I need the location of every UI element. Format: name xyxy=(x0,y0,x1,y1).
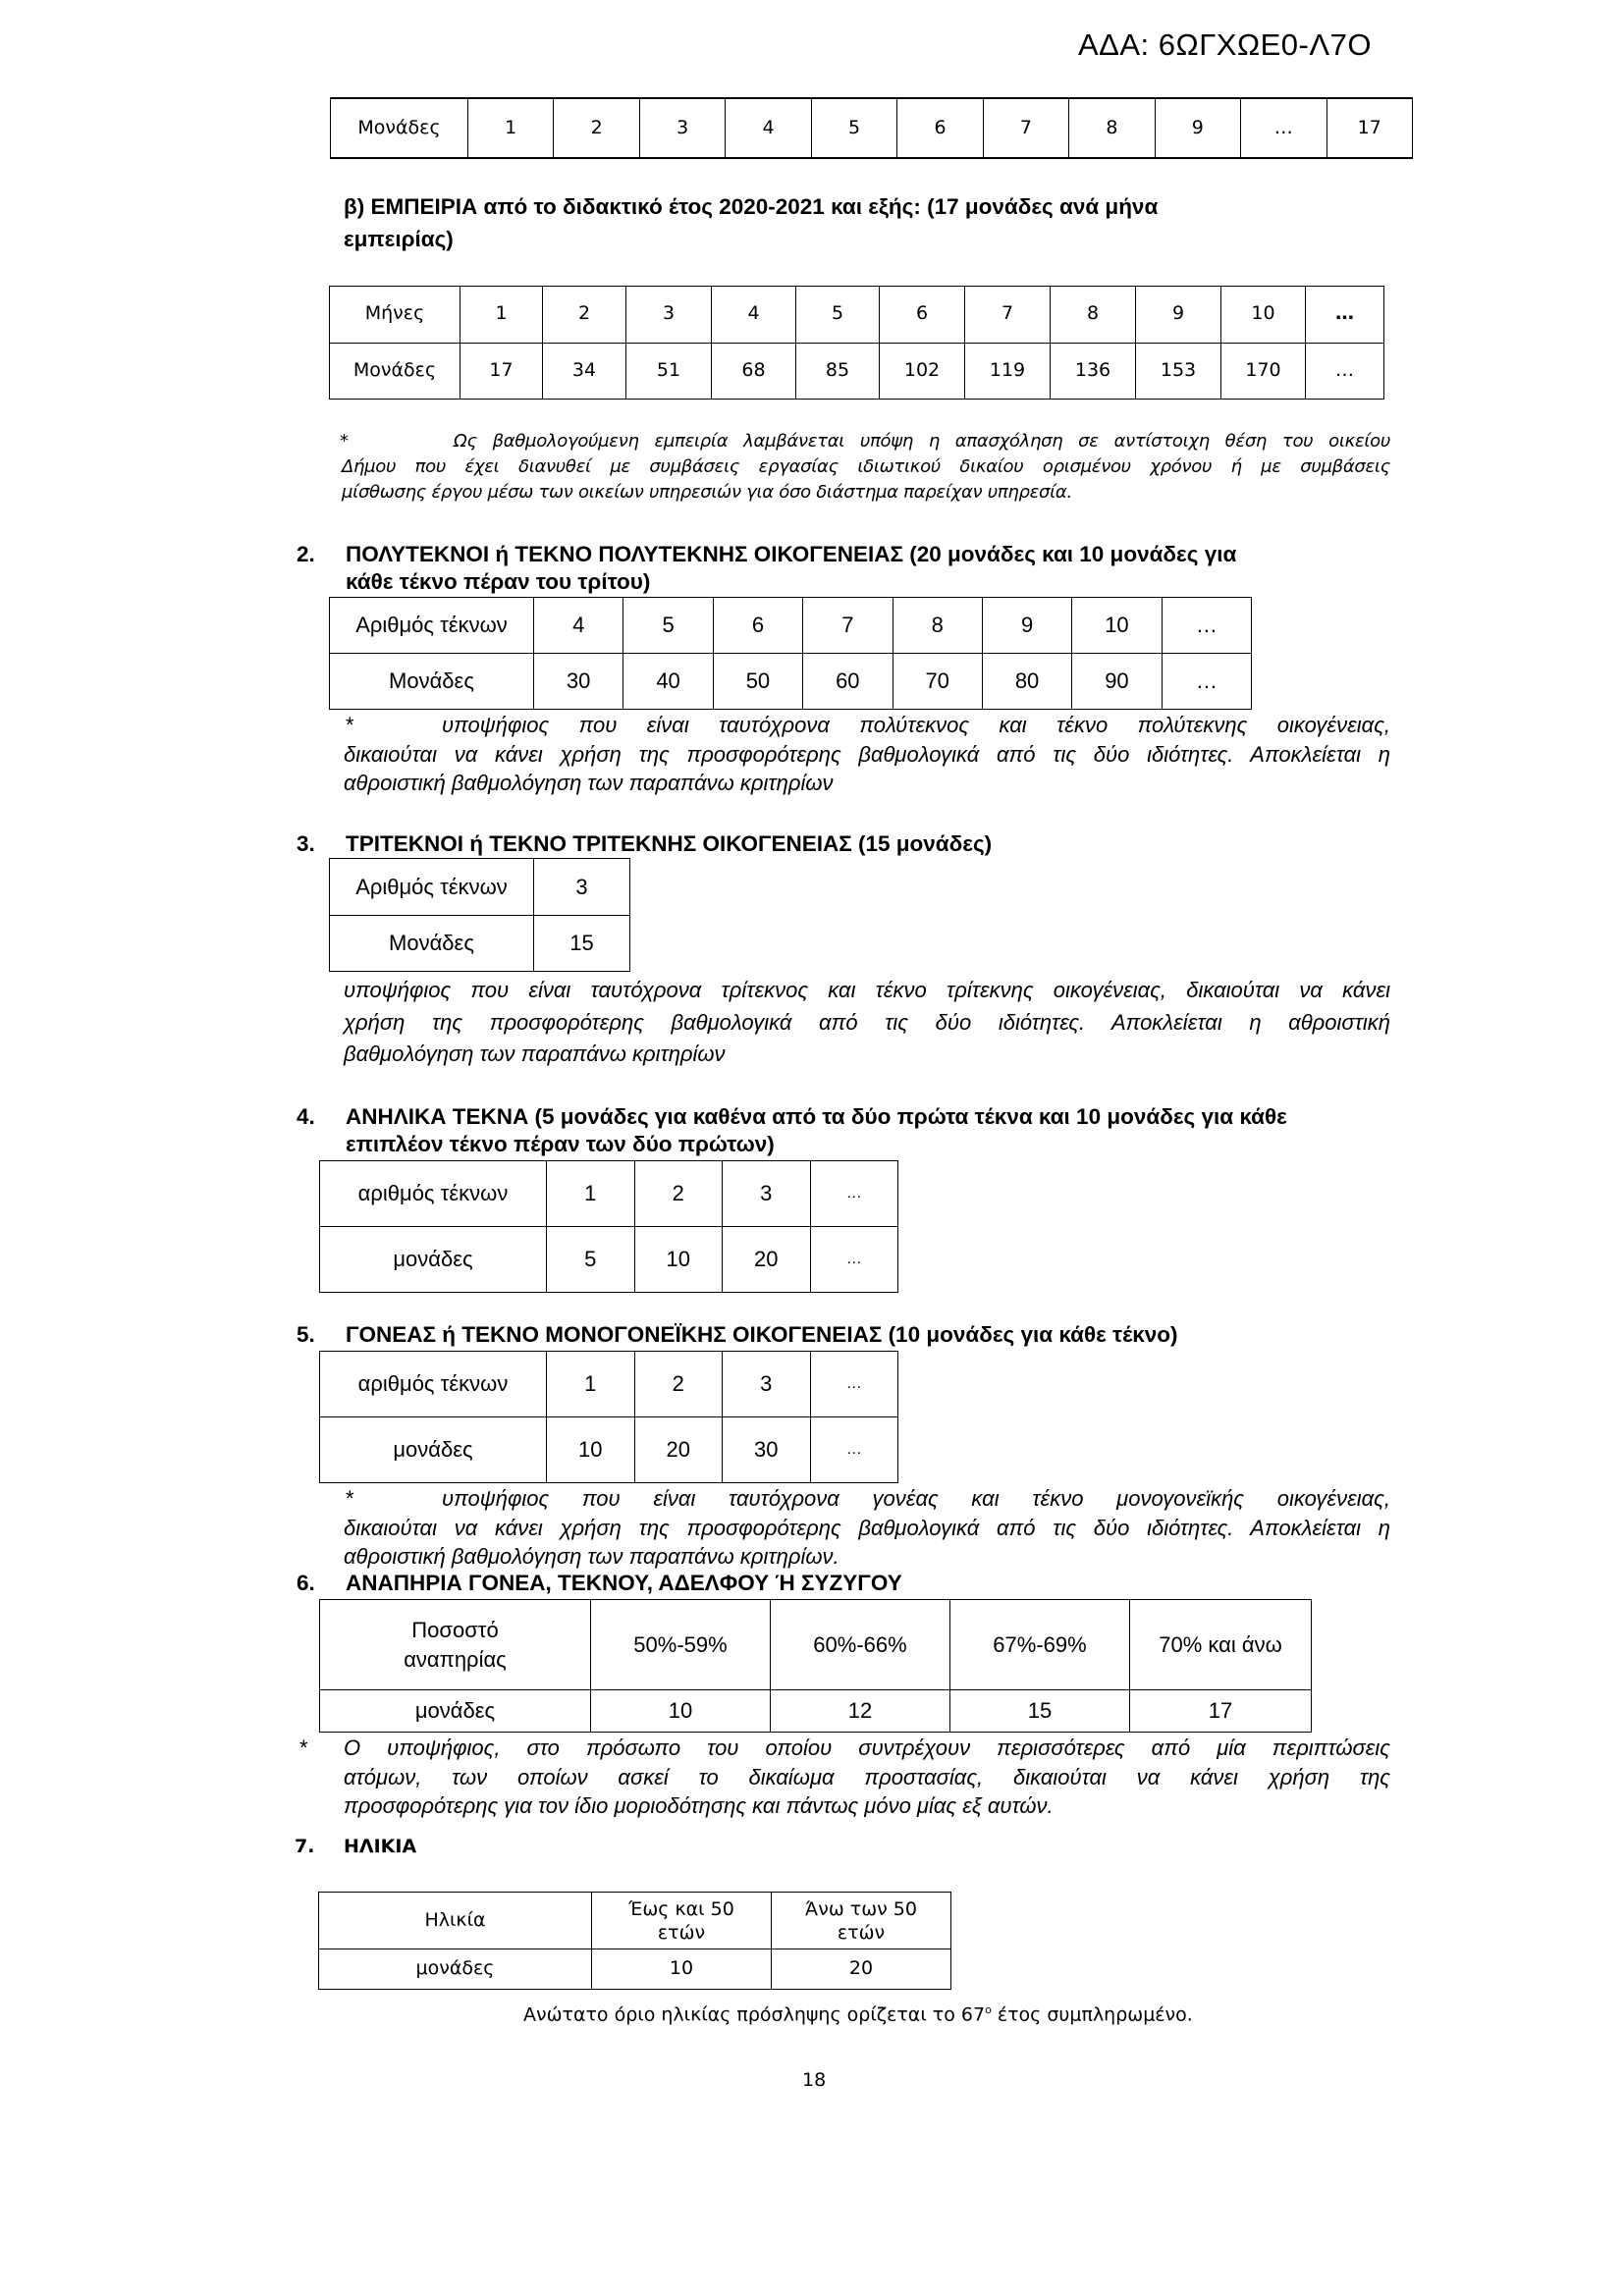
table-cell: 20 xyxy=(772,1949,951,1990)
table-cell: 2 xyxy=(554,98,639,158)
table-cell: … xyxy=(1241,98,1326,158)
table-row xyxy=(319,1949,951,1990)
table-cell: 17 xyxy=(1326,98,1412,158)
note-line: Ο υποψήφιος, στο πρόσωπο του οποίου συντρέχουν περισσότερες από μία περιπτώσεις xyxy=(344,1735,1390,1760)
section-number: 5. xyxy=(297,1322,315,1347)
row-label-line: Ποσοστό xyxy=(411,1617,499,1642)
table-cell: 15 xyxy=(950,1690,1130,1733)
section-number: 3. xyxy=(297,831,315,856)
section-title: ΗΛΙΚΙΑ xyxy=(344,1836,417,1857)
experience-table xyxy=(329,286,1384,400)
column-header-line: ετών xyxy=(837,1921,886,1944)
table-cell: 40 xyxy=(623,654,713,710)
table-cell: 90 xyxy=(1072,654,1162,710)
table-cell: 17 xyxy=(460,343,543,400)
table-cell: 50 xyxy=(713,654,802,710)
table-cell: 3 xyxy=(723,1352,811,1417)
asterisk-marker: * xyxy=(299,1735,308,1760)
single-parent-footnote xyxy=(344,1484,1390,1572)
disability-footnote xyxy=(299,1734,1390,1821)
section-title: ΓΟΝΕΑΣ ή ΤΕΚΝΟ ΜΟΝΟΓΟΝΕΪΚΗΣ ΟΙΚΟΓΕΝΕΙΑΣ (10 μονάδες για κάθε τέκνο) xyxy=(346,1322,1178,1347)
note-line: Δήμου που έχει διανυθεί με συμβάσεις εργασίας ιδιωτικού δικαίου ορισμένου χρόνου ή με συμβάσεις xyxy=(342,456,1390,477)
section-title: ΑΝΗΛΙΚΑ ΤΕΚΝΑ (5 μονάδες για καθένα από τα δύο πρώτα τέκνα και 10 μονάδες για κάθε xyxy=(346,1104,1287,1129)
row-label: Αριθμός τέκνων xyxy=(330,859,534,916)
table-cell: … xyxy=(1162,654,1251,710)
table-cell: 10 xyxy=(547,1417,635,1483)
table-row xyxy=(330,343,1384,400)
table-cell: 3 xyxy=(723,1161,811,1227)
row-label: αριθμός τέκνων xyxy=(320,1161,547,1227)
row-label: Ηλικία xyxy=(319,1893,592,1949)
note-line: Ως βαθμολογούμενη εμπειρία λαμβάνεται υπόψη η απασχόληση σε αντίστοιχη θέση του οικείου xyxy=(454,431,1390,452)
note-text: έτος συμπληρωμένο. xyxy=(991,2003,1193,2026)
minor-children-table xyxy=(319,1160,898,1293)
row-label: Μονάδες xyxy=(331,98,468,158)
note-line: βαθμολόγηση των παραπάνω κριτηρίων xyxy=(344,1041,726,1066)
table-cell: 1 xyxy=(460,287,543,344)
table-cell: 17 xyxy=(1130,1690,1312,1733)
table-cell: 70% και άνω xyxy=(1130,1600,1312,1690)
note-line: υποψήφιος που είναι ταυτόχρονα πολύτεκνος και τέκνο πολύτεκνης οικογένειας, xyxy=(442,713,1390,737)
table-cell: 20 xyxy=(634,1417,723,1483)
table-cell: 20 xyxy=(723,1227,811,1293)
table-cell: 70 xyxy=(893,654,982,710)
table-cell: 7 xyxy=(803,598,893,654)
note-line: χρήση της προσφορότερης βαθμολογικά από τις δύο ιδιότητες. Αποκλείεται η αθροιστική xyxy=(344,1009,1390,1035)
table-cell: 8 xyxy=(1069,98,1155,158)
disability-table xyxy=(319,1599,1312,1733)
table-cell: 1 xyxy=(468,98,554,158)
row-label: αριθμός τέκνων xyxy=(320,1352,547,1417)
note-line: μίσθωσης έργου μέσω των οικείων υπηρεσιών για όσο διάστημα παρείχαν υπηρεσία. xyxy=(342,482,1072,503)
table-cell: 136 xyxy=(1051,343,1136,400)
table-cell: 12 xyxy=(771,1690,950,1733)
large-family-table xyxy=(329,597,1252,710)
table-row xyxy=(320,1352,898,1417)
table-cell: 7 xyxy=(983,98,1068,158)
table-cell: 6 xyxy=(880,287,965,344)
asterisk-marker: * xyxy=(346,713,354,737)
table-cell: … xyxy=(1306,287,1384,344)
section-7-heading xyxy=(295,1836,417,1857)
table-cell: 7 xyxy=(965,287,1051,344)
table-row xyxy=(320,1417,898,1483)
table-cell: 8 xyxy=(893,598,982,654)
column-header-line: Άνω των 50 xyxy=(805,1897,917,1920)
table-row xyxy=(320,1600,1312,1690)
table-cell: 1 xyxy=(547,1161,635,1227)
table-cell: 8 xyxy=(1051,287,1136,344)
column-header xyxy=(592,1893,772,1949)
table-cell: 10 xyxy=(1221,287,1306,344)
table-cell: 4 xyxy=(712,287,796,344)
table-cell: 10 xyxy=(634,1227,723,1293)
note-line: ατόμων, των οποίων ασκεί το δικαίωμα προστασίας, δικαιούται να κάνει χρήση της xyxy=(344,1764,1390,1789)
table-row xyxy=(330,598,1252,654)
table-cell: … xyxy=(810,1227,898,1293)
table-cell: 9 xyxy=(1155,98,1240,158)
table-cell: 67%-69% xyxy=(950,1600,1130,1690)
table-row xyxy=(330,287,1384,344)
column-header xyxy=(772,1893,951,1949)
table-cell: 2 xyxy=(634,1352,723,1417)
table-cell: 3 xyxy=(534,859,630,916)
note-line: προσφορότερης για τον ίδιο μοριοδότησης και πάντως μόνο μίας εξ αυτών. xyxy=(344,1793,1054,1818)
three-children-footnote xyxy=(344,975,1390,1071)
heading-line: β) ΕΜΠΕΙΡΙΑ από το διδακτικό έτος 2020-2021 και εξής: (17 μονάδες ανά μήνα xyxy=(344,194,1159,219)
heading-line: εμπειρίας) xyxy=(344,227,454,251)
table-cell: 30 xyxy=(534,654,623,710)
ada-code: ΑΔΑ: 6ΩΓΧΩΕ0-Λ7Ο xyxy=(1078,27,1372,62)
column-header-line: ετών xyxy=(657,1921,706,1944)
table-cell: 6 xyxy=(897,98,983,158)
table-cell: 34 xyxy=(543,343,626,400)
table-cell: 3 xyxy=(626,287,712,344)
row-label: Μήνες xyxy=(330,287,460,344)
large-family-footnote xyxy=(344,711,1390,798)
table-cell: 15 xyxy=(534,915,630,972)
table-cell: 10 xyxy=(591,1690,771,1733)
table-cell: … xyxy=(810,1352,898,1417)
table-cell: 2 xyxy=(543,287,626,344)
column-header-line: Έως και 50 xyxy=(628,1897,734,1920)
table-cell: 3 xyxy=(639,98,725,158)
table-cell: 2 xyxy=(634,1161,723,1227)
section-number: 4. xyxy=(297,1104,315,1129)
units-table-top xyxy=(330,97,1413,159)
section-number: 7. xyxy=(295,1836,315,1857)
row-label: Μονάδες xyxy=(330,654,534,710)
ordinal-superscript: ο xyxy=(985,2003,992,2016)
table-cell: 6 xyxy=(713,598,802,654)
table-cell: … xyxy=(810,1417,898,1483)
table-cell: 9 xyxy=(1136,287,1221,344)
table-cell: 80 xyxy=(982,654,1071,710)
row-label: μονάδες xyxy=(320,1227,547,1293)
table-row xyxy=(320,1227,898,1293)
section-title: κάθε τέκνο πέραν του τρίτου) xyxy=(346,569,651,594)
experience-footnote xyxy=(342,429,1390,506)
row-label xyxy=(320,1600,591,1690)
note-text: Ανώτατο όριο ηλικίας πρόσληψης ορίζεται το 67 xyxy=(523,2003,986,2026)
table-cell: 4 xyxy=(726,98,811,158)
table-cell: 60%-66% xyxy=(771,1600,950,1690)
table-row xyxy=(320,1161,898,1227)
table-cell: 5 xyxy=(796,287,880,344)
table-row xyxy=(330,654,1252,710)
table-cell: 5 xyxy=(811,98,896,158)
page-number: 18 xyxy=(802,2069,827,2091)
section-beta-heading xyxy=(344,190,1326,255)
table-cell: … xyxy=(810,1161,898,1227)
three-children-table xyxy=(329,858,630,972)
age-table xyxy=(318,1892,951,1990)
age-limit-note xyxy=(523,2003,1193,2025)
row-label: μονάδες xyxy=(319,1949,592,1990)
row-label: μονάδες xyxy=(320,1690,591,1733)
section-number: 6. xyxy=(297,1571,315,1595)
table-row xyxy=(319,1893,951,1949)
table-row xyxy=(331,98,1413,158)
single-parent-table xyxy=(319,1351,898,1483)
section-number: 2. xyxy=(297,542,315,566)
row-label: Μονάδες xyxy=(330,343,460,400)
table-cell: 5 xyxy=(547,1227,635,1293)
row-label: μονάδες xyxy=(320,1417,547,1483)
table-cell: 5 xyxy=(623,598,713,654)
table-cell: 153 xyxy=(1136,343,1221,400)
table-cell: … xyxy=(1306,343,1384,400)
table-cell: 9 xyxy=(982,598,1071,654)
asterisk-marker: * xyxy=(340,431,349,452)
table-cell: 119 xyxy=(965,343,1051,400)
table-cell: … xyxy=(1162,598,1251,654)
table-row xyxy=(330,859,630,916)
table-cell: 1 xyxy=(547,1352,635,1417)
section-title: ΠΟΛΥΤΕΚΝΟΙ ή ΤΕΚΝΟ ΠΟΛΥΤΕΚΝΗΣ ΟΙΚΟΓΕΝΕΙΑΣ (20 μονάδες και 10 μονάδες για xyxy=(346,542,1237,566)
table-row xyxy=(330,915,630,972)
note-line: υποψήφιος που είναι ταυτόχρονα τρίτεκνος και τέκνο τρίτεκνης οικογένειας, δικαιούται να κάνει xyxy=(344,978,1390,1002)
note-line: αθροιστική βαθμολόγηση των παραπάνω κριτηρίων. xyxy=(344,1544,839,1569)
row-label: Μονάδες xyxy=(330,915,534,972)
table-cell: 50%-59% xyxy=(591,1600,771,1690)
table-cell: 170 xyxy=(1221,343,1306,400)
table-cell: 51 xyxy=(626,343,712,400)
note-line: αθροιστική βαθμολόγηση των παραπάνω κριτηρίων xyxy=(344,771,834,795)
note-line: υποψήφιος που είναι ταυτόχρονα γονέας και τέκνο μονογονεϊκής οικογένειας, xyxy=(442,1486,1390,1511)
row-label: Αριθμός τέκνων xyxy=(330,598,534,654)
table-cell: 10 xyxy=(1072,598,1162,654)
section-title: επιπλέον τέκνο πέραν των δύο πρώτων) xyxy=(346,1132,775,1156)
table-cell: 4 xyxy=(534,598,623,654)
table-row xyxy=(320,1690,1312,1733)
table-cell: 85 xyxy=(796,343,880,400)
row-label-line: αναπηρίας xyxy=(404,1646,507,1672)
note-line: δικαιούται να κάνει χρήση της προσφορότερης βαθμολογικά από τις δύο ιδιότητες. Αποκλείεται η xyxy=(344,1515,1390,1540)
table-cell: 102 xyxy=(880,343,965,400)
note-line: δικαιούται να κάνει χρήση της προσφορότερης βαθμολογικά από τις δύο ιδιότητες. Αποκλείεται η xyxy=(344,741,1390,767)
table-cell: 30 xyxy=(723,1417,811,1483)
table-cell: 10 xyxy=(592,1949,772,1990)
section-title: ΤΡΙΤΕΚΝΟΙ ή ΤΕΚΝΟ ΤΡΙΤΕΚΝΗΣ ΟΙΚΟΓΕΝΕΙΑΣ (15 μονάδες) xyxy=(346,831,993,856)
table-cell: 68 xyxy=(712,343,796,400)
table-cell: 60 xyxy=(803,654,893,710)
asterisk-marker: * xyxy=(346,1486,354,1511)
section-title: ΑΝΑΠΗΡΙΑ ΓΟΝΕΑ, ΤΕΚΝΟΥ, ΑΔΕΛΦΟΥ Ή ΣΥΖΥΓΟΥ xyxy=(346,1571,902,1595)
